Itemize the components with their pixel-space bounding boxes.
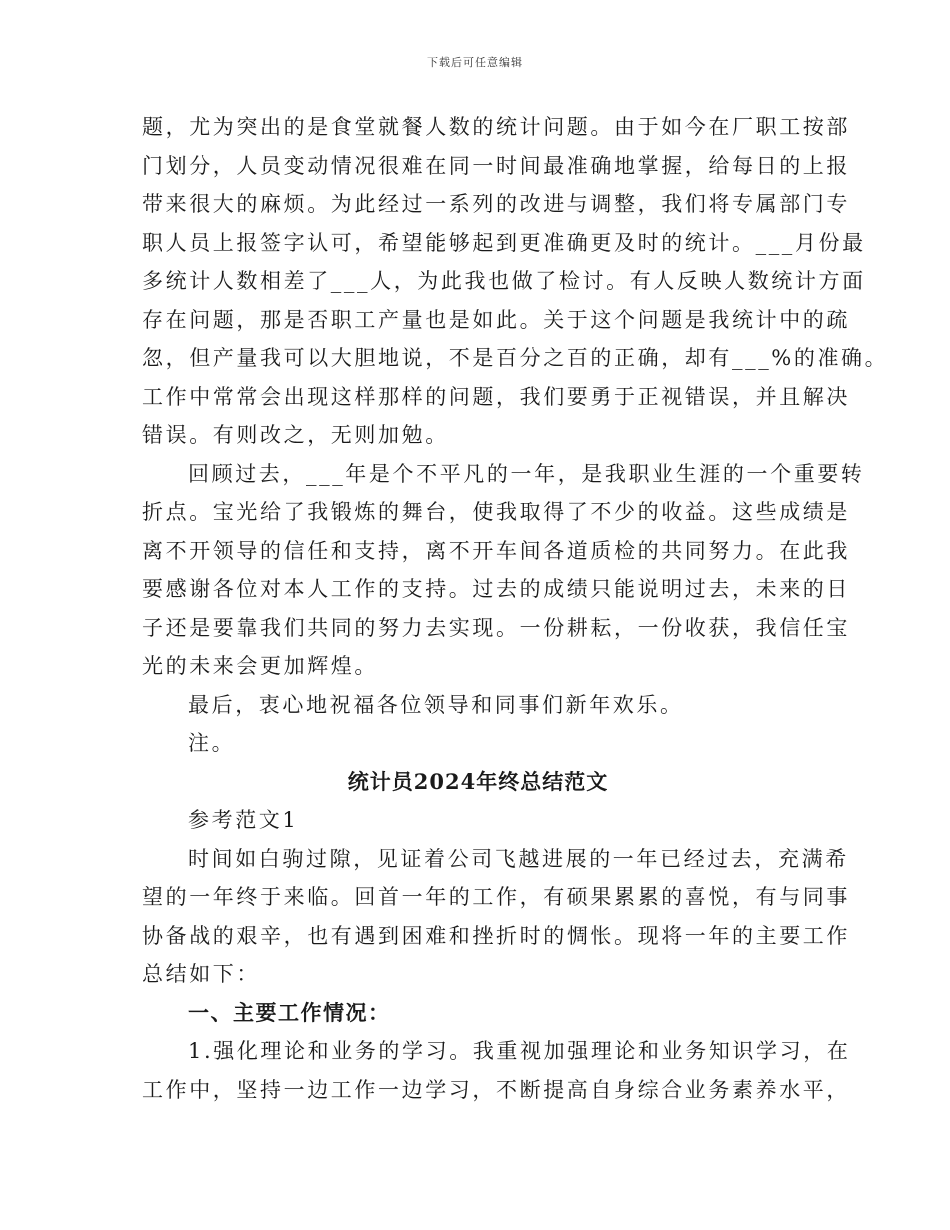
text-line: 多统计人数相差了___人，为此我也做了检讨。有人反映人数统计方面 <box>142 269 866 293</box>
text-line: 回顾过去，___年是个不平凡的一年，是我职业生涯的一个重要转 <box>188 461 865 486</box>
text-line: 带来很大的麻烦。为此经过一系列的改进与调整，我们将专属部门专 <box>142 192 850 216</box>
text-line: 离不开领导的信任和支持，离不开车间各道质检的共同努力。在此我 <box>142 538 850 563</box>
text-line: 总结如下： <box>142 962 260 986</box>
text-line: 题，尤为突出的是食堂就餐人数的统计问题。由于如今在厂职工按部 <box>142 115 850 139</box>
text-line: 时间如白驹过隙，见证着公司飞越进展的一年已经过去，充满希 <box>188 846 849 871</box>
text-line: 存在问题，那是否职工产量也是如此。关于这个问题是我统计中的疏 <box>142 307 850 332</box>
text-line: 要感谢各位对本人工作的支持。过去的成绩只能说明过去，未来的日 <box>142 577 850 601</box>
subsection-heading: 一、主要工作情况： <box>188 999 391 1025</box>
text-line: 折点。宝光给了我锻炼的舞台，使我取得了不少的收益。这些成绩是 <box>142 500 850 524</box>
text-line: 子还是要靠我们共同的努力去实现。一份耕耘，一份收获，我信任宝 <box>142 615 850 640</box>
text-line: 参考范文1 <box>188 808 299 832</box>
text-line: 望的一年终于来临。回首一年的工作，有硕果累累的喜悦，有与同事 <box>142 885 850 909</box>
text-line: 错误。有则改之，无则加勉。 <box>142 423 449 447</box>
text-line: 1.强化理论和业务的学习。我重视加强理论和业务知识学习，在 <box>188 1039 851 1063</box>
text-line: 光的未来会更加辉煌。 <box>142 654 378 678</box>
text-line: 最后，衷心地祝福各位领导和同事们新年欢乐。 <box>188 692 684 717</box>
header-note: 下载后可任意编辑 <box>427 56 523 69</box>
text-line: 工作中常常会出现这样那样的问题，我们要勇于正视错误，并且解决 <box>142 384 850 409</box>
section-title: 统计员2024年终总结范文 <box>347 768 609 794</box>
text-line: 忽，但产量我可以大胆地说，不是百分之百的正确，却有___%的准确。 <box>142 346 889 370</box>
document-body <box>142 108 889 1109</box>
text-line: 工作中，坚持一边工作一边学习，不断提高自身综合业务素养水平， <box>142 1077 850 1102</box>
text-line: 职人员上报签字认可，希望能够起到更准确更及时的统计。___月份最 <box>142 230 866 255</box>
text-line: 协备战的艰辛，也有遇到困难和挫折时的惆怅。现将一年的主要工作 <box>142 923 850 948</box>
text-line: 注。 <box>188 731 236 755</box>
text-line: 门划分，人员变动情况很难在同一时间最准确地掌握，给每日的上报 <box>142 153 850 178</box>
